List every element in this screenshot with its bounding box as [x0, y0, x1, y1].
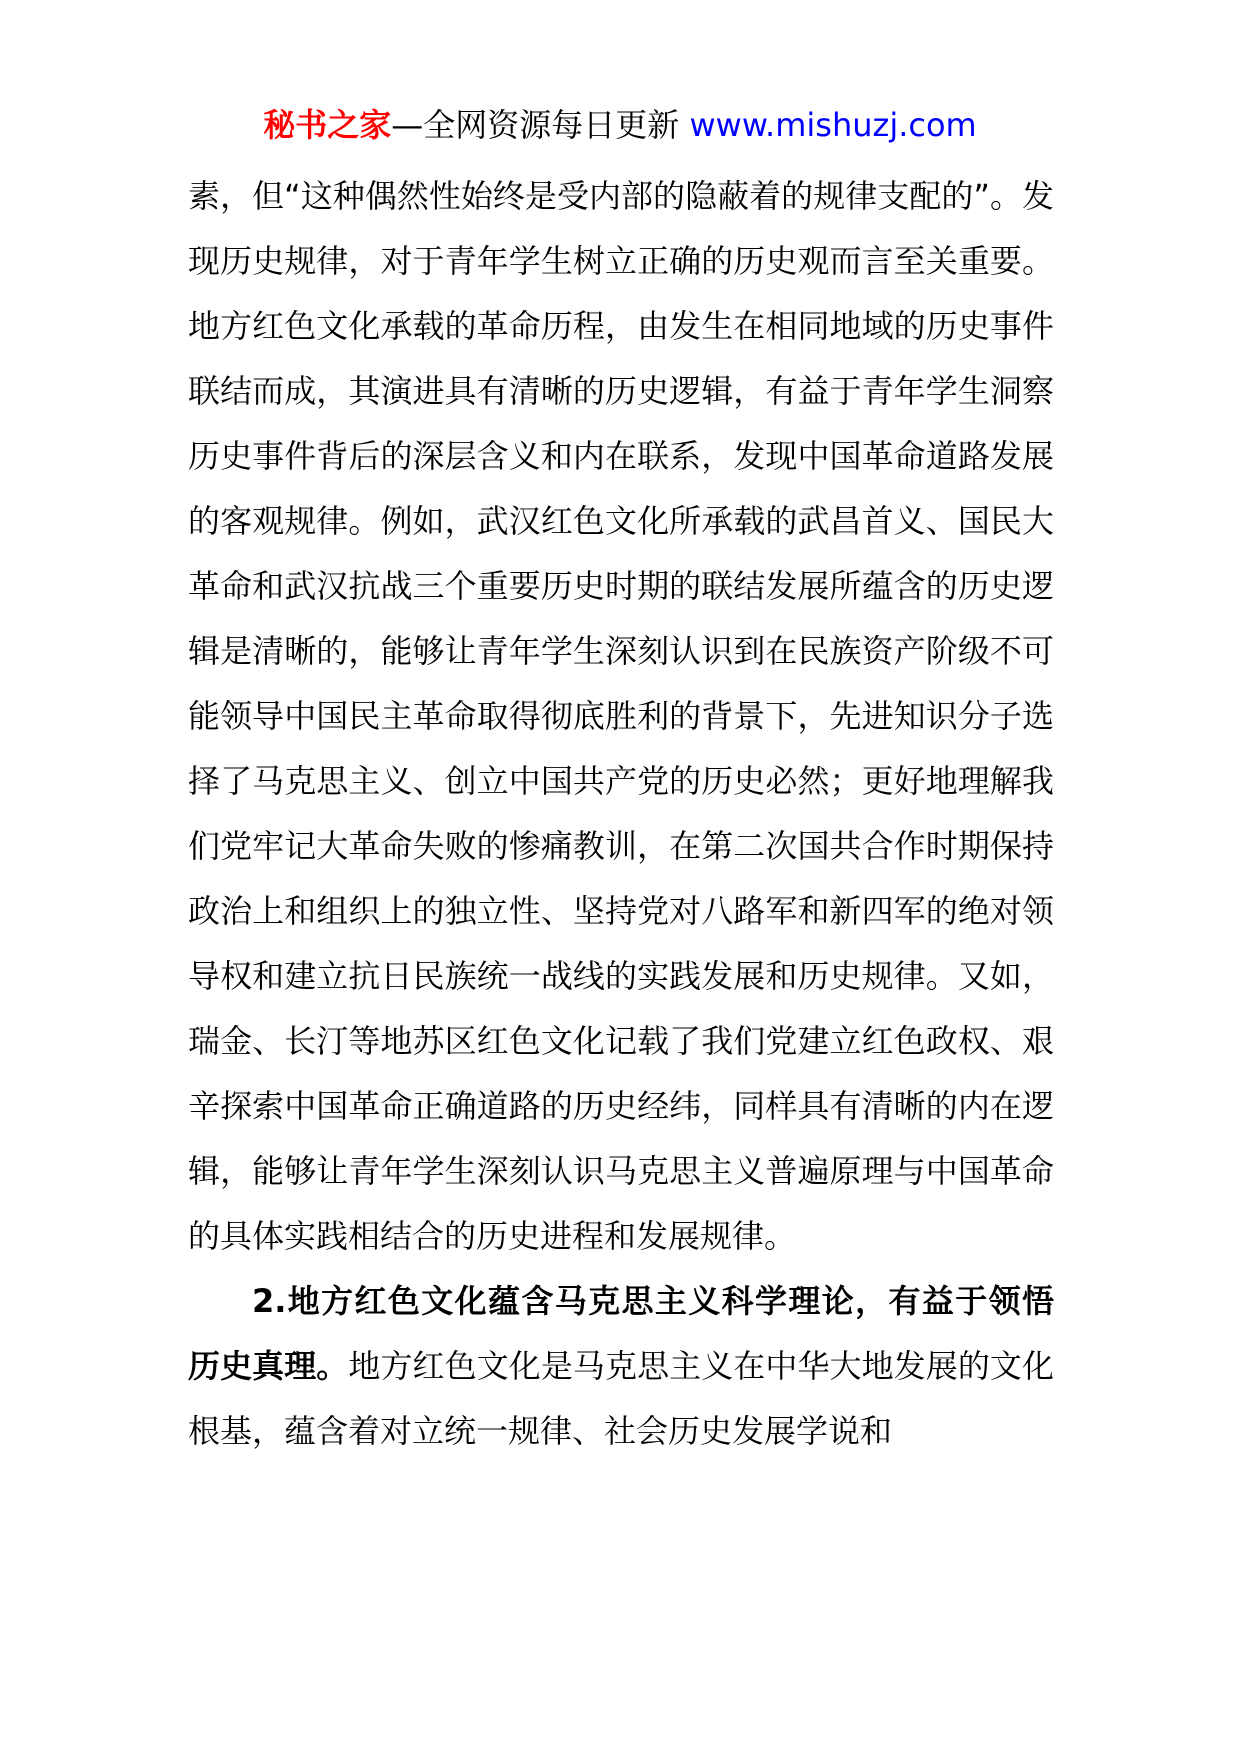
page-header	[0, 103, 1240, 147]
header-url-link[interactable]: www.mishuzj.com	[689, 106, 977, 144]
body-paragraph-section-2	[188, 1269, 1054, 1464]
document-body	[188, 164, 1054, 1464]
header-tagline: —全网资源每日更新	[391, 106, 690, 144]
section-text: 地方红色文化是马克思主义在中华大地发展的文化根基，蕴含着对立统一规律、社会历史发展学说和	[188, 1347, 1054, 1450]
brand-name: 秘书之家	[263, 106, 392, 144]
section-heading: 2.地方红色文化蕴含马克思主义科学理论，有益于领悟历史真理。	[188, 1282, 1054, 1385]
body-paragraph: 素，但“这种偶然性始终是受内部的隐蔽着的规律支配的”。发现历史规律，对于青年学生树立正确的历史观而言至关重要。地方红色文化承载的革命历程，由发生在相同地域的历史事件联结而成，其演进具有清晰的历史逻辑，有益于青年学生洞察历史事件背后的深层含义和内在联系，发现中国革命道路发展的客观规律。例如，武汉红色文化所承载的武昌首义、国民大革命和武汉抗战三个重要历史时期的联结发展所蕴含的历史逻辑是清晰的，能够让青年学生深刻认识到在民族资产阶级不可能领导中国民主革命取得彻底胜利的背景下，先进知识分子选择了马克思主义、创立中国共产党的历史必然；更好地理解我们党牢记大革命失败的惨痛教训，在第二次国共合作时期保持政治上和组织上的独立性、坚持党对八路军和新四军的绝对领导权和建立抗日民族统一战线的实践发展和历史规律。又如，瑞金、长汀等地苏区红色文化记载了我们党建立红色政权、艰辛探索中国革命正确道路的历史经纬，同样具有清晰的内在逻辑，能够让青年学生深刻认识马克思主义普遍原理与中国革命的具体实践相结合的历史进程和发展规律。	[188, 177, 1054, 1255]
